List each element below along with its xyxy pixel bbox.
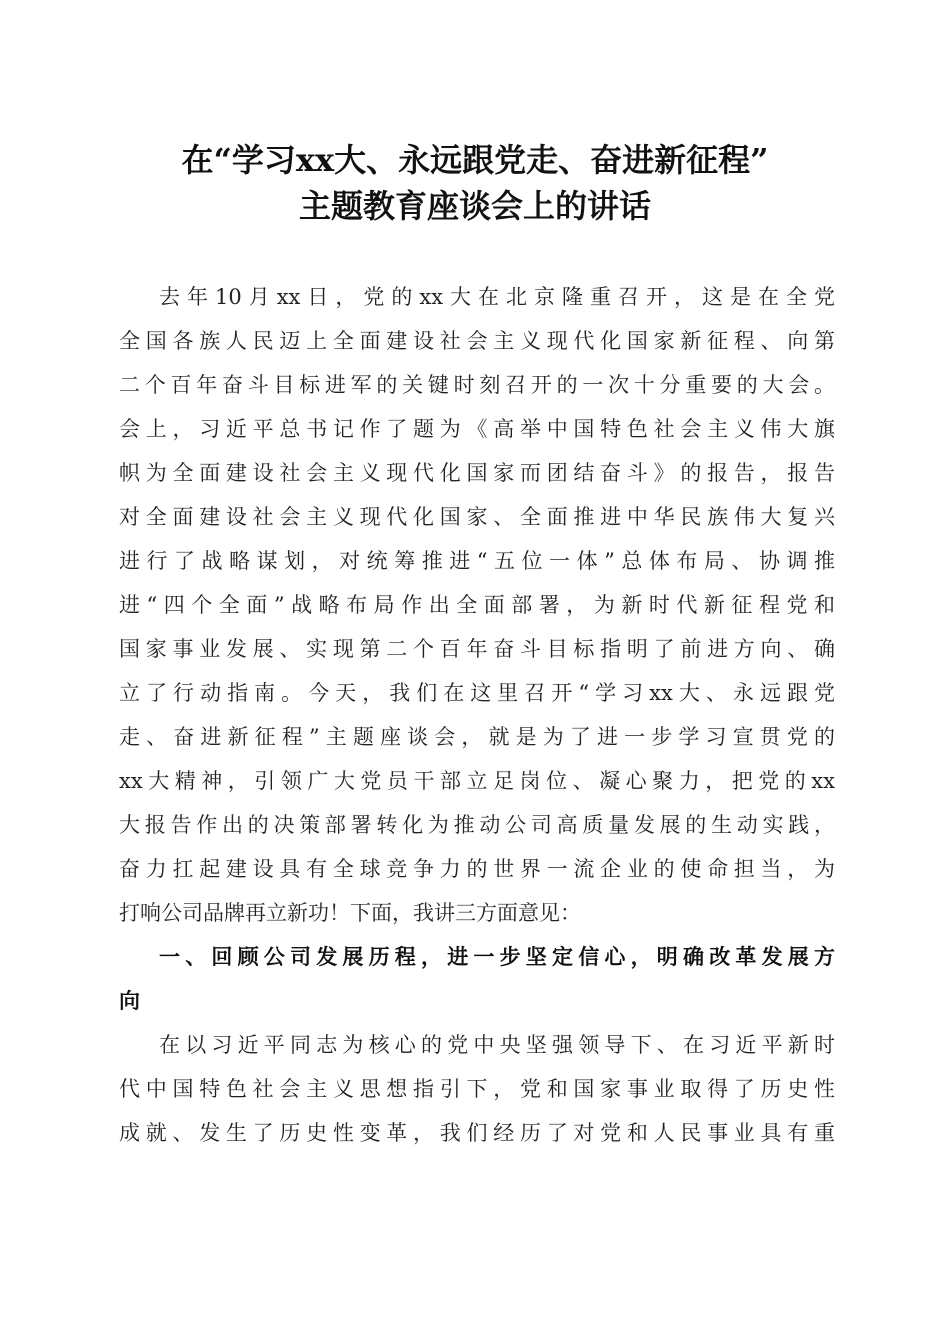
text-line: 大报告作出的决策部署转化为推动公司高质量发展的生动实践，: [119, 813, 835, 837]
text-line: xx大精神，引领广大党员干部立足岗位、凝心聚力，把党的xx: [119, 769, 835, 793]
text-line: 国家事业发展、实现第二个百年奋斗目标指明了前进方向、确: [119, 637, 835, 661]
text-line: 会上，习近平总书记作了题为《高举中国特色社会主义伟大旗: [119, 417, 835, 441]
text-line: 进“四个全面”战略布局作出全面部署，为新时代新征程党和: [119, 593, 835, 617]
text-line: 对全面建设社会主义现代化国家、全面推进中华民族伟大复兴: [119, 505, 835, 529]
section-heading-line: 一、回顾公司发展历程，进一步坚定信心，明确改革发展方: [159, 945, 835, 969]
text-line: 全国各族人民迈上全面建设社会主义现代化国家新征程、向第: [119, 329, 835, 353]
text-line: 二个百年奋斗目标进军的关键时刻召开的一次十分重要的大会。: [119, 373, 835, 397]
text-line: 奋力扛起建设具有全球竞争力的世界一流企业的使命担当，为: [119, 857, 835, 881]
text-line: 打响公司品牌再立新功！下面，我讲三方面意见：: [119, 901, 581, 925]
section-heading-line: 向: [119, 989, 140, 1013]
document-title-line-1: 在“学习xx大、永远跟党走、奋进新征程”: [181, 141, 769, 179]
document-title-line-2: 主题教育座谈会上的讲话: [298, 187, 651, 225]
text-line: 在以习近平同志为核心的党中央坚强领导下、在习近平新时: [159, 1033, 835, 1057]
text-line: 走、奋进新征程”主题座谈会，就是为了进一步学习宣贯党的: [119, 725, 835, 749]
text-line: 成就、发生了历史性变革，我们经历了对党和人民事业具有重: [119, 1121, 835, 1145]
text-line: 代中国特色社会主义思想指引下，党和国家事业取得了历史性: [119, 1077, 835, 1101]
text-line: 立了行动指南。今天，我们在这里召开“学习xx大、永远跟党: [119, 681, 835, 705]
text-line: 去年10月xx日，党的xx大在北京隆重召开，这是在全党: [159, 285, 835, 309]
text-line: 帜为全面建设社会主义现代化国家而团结奋斗》的报告，报告: [119, 461, 835, 485]
text-line: 进行了战略谋划，对统筹推进“五位一体”总体布局、协调推: [119, 549, 835, 573]
